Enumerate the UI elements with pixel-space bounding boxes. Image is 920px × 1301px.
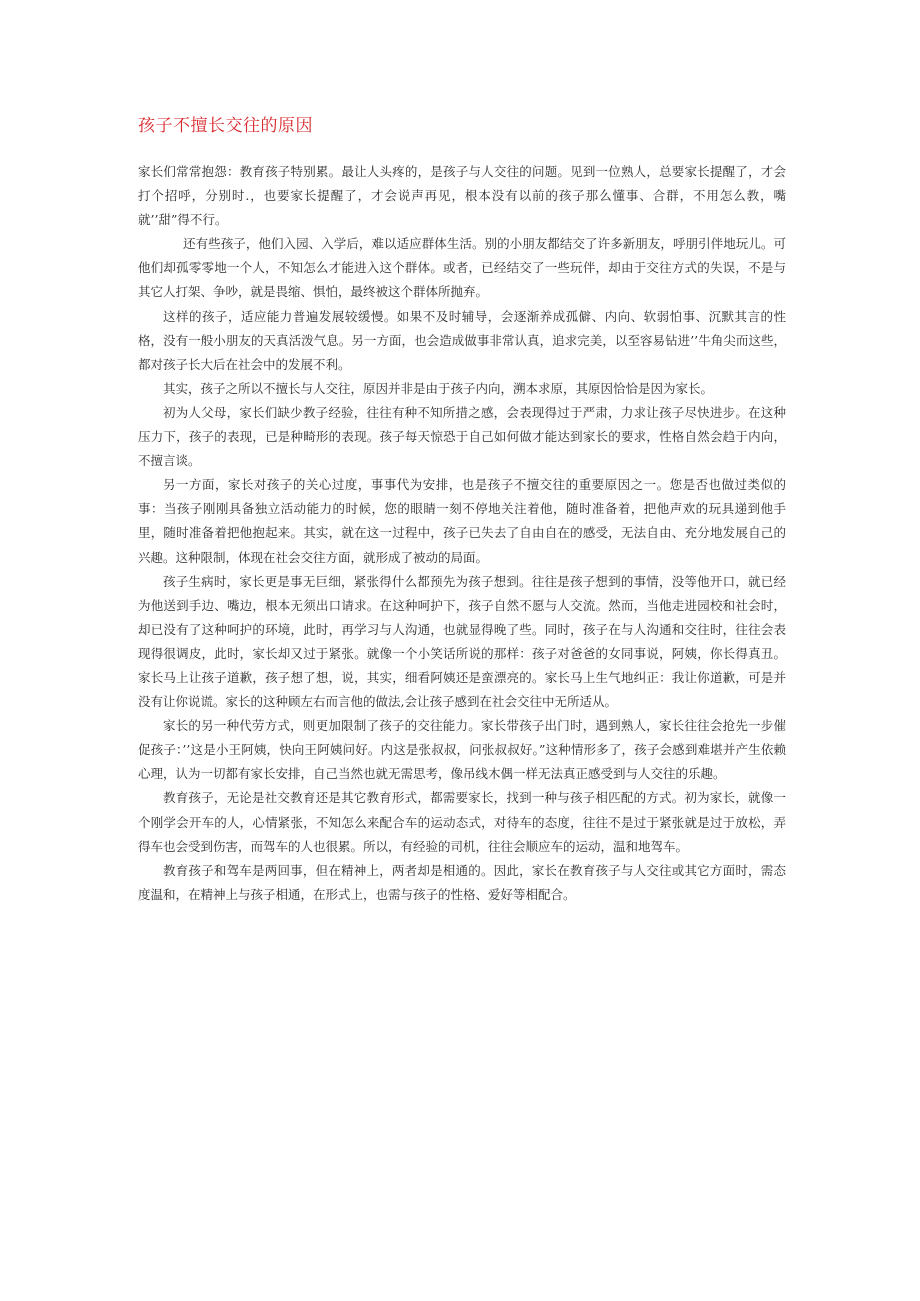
document-body xyxy=(138,160,786,907)
paragraph-4: 其实，孩子之所以不擅长与人交往，原因并非是由于孩子内向，溯本求原，其原因恰恰是因为家长。 xyxy=(163,380,714,396)
paragraph-5: 初为人父母，家长们缺少教子经验，往往有种不知所措之感，会表现得过于严肃，力求让孩子尽快进步。在这种压力下，孩子的表现，已是种畸形的表现。孩子每天惊恐于自己如何做才能达到家长的要求，性格自然会趋于内向，不擅言谈。 xyxy=(138,404,786,469)
paragraph-2: 还有些孩子，他们入园、入学后，难以适应群体生活。别的小朋友都结交了许多新朋友，呼朋引伴地玩儿。可他们却孤零零地一个人，不知怎么才能进入这个群体。或者，已经结交了一些玩伴，却由于交往方式的失误，不是与其它人打架、争吵，就是畏缩、惧怕，最终被这个群体所抛弃。 xyxy=(138,236,786,300)
paragraph-7: 孩子生病时，家长更是事无巨细，紧张得什么都预先为孩子想到。往往是孩子想到的事情，没等他开口，就已经为他送到手边、嘴边，根本无须出口请求。在这种呵护下，孩子自然不愿与人交流。然而，当他走进园校和社会时，却已没有了这种呵护的环境，此时，再学习与人沟通，也就显得晚了些。同时，孩子在与人沟通和交往时，往往会表现得很调皮，此时，家长却又过于紧张。就像一个小笑话所说的那样：孩子对爸爸的女同事说，阿姨，你长得真丑。家长马上让孩子道歉，孩子想了想，说，其实，细看阿姨还是蛮漂亮的。家长马上生气地纠正：我让你道歉，可是并没有让你说谎。家长的这种顾左右而言他的做法,会让孩子感到在社会交往中无所适从。 xyxy=(138,573,786,710)
paragraph-9: 教育孩子，无论是社交教育还是其它教育形式，都需要家长，找到一种与孩子相匹配的方式。初为家长，就像一个刚学会开车的人，心情紧张，不知怎么来配合车的运动态式，对待车的态度，往往不是过于紧张就是过于放松，弄得车也会受到伤害，而驾车的人也很累。所以，有经验的司机，往往会顺应车的运动，温和地驾车。 xyxy=(138,790,786,854)
paragraph-10: 教育孩子和驾车是两回事，但在精神上，两者却是相通的。因此，家长在教育孩子与人交往或其它方面时，需态度温和，在精神上与孩子相通，在形式上，也需与孩子的性格、爱好等相配合。 xyxy=(138,862,786,902)
document-title: 孩子不擅长交往的原因 xyxy=(138,116,313,136)
paragraph-3: 这样的孩子，适应能力普遍发展较缓慢。如果不及时辅导，会逐渐养成孤僻、内向、软弱怕事、沉默其言的性格，没有一般小朋友的天真活泼气息。另一方面，也会造成做事非常认真，追求完美，以至容易钻进’’牛角尖而这些，都对孩子长大后在社会中的发展不利。 xyxy=(138,308,786,372)
paragraph-8: 家长的另一种代劳方式，则更加限制了孩子的交往能力。家长带孩子出门时，遇到熟人，家长往往会抢先一步催促孩子：’’这是小王阿姨，快向王阿姨问好。内这是张叔叔，问张叔叔好。”这种情形多了，孩子会感到难堪并产生依赖心理，认为一切都有家长安排，自己当然也就无需思考，像吊线木偶一样无法真正感受到与人交往的乐趣。 xyxy=(138,718,786,782)
paragraph-6: 另一方面，家长对孩子的关心过度，事事代为安排，也是孩子不擅交往的重要原因之一。您是否也做过类似的事：当孩子刚刚具备独立活动能力的时候，您的眼睛一刻不停地关注着他，随时准备着，把他声欢的玩具递到他手里，随时准备着把他抱起来。其实，就在这一过程中，孩子已失去了自由自在的感受，无法自由、充分地发展自己的兴趣。这种限制，体现在社会交往方面，就形成了被动的局面。 xyxy=(138,477,786,565)
paragraph-1: 家长们常常抱怨：教育孩子特别累。最让人头疼的，是孩子与人交往的问题。见到一位熟人，总要家长提醒了，才会打个招呼，分别时.，也要家长提醒了，才会说声再见，根本没有以前的孩子那么懂事、合群，不用怎么教，嘴就’’甜”得不行。 xyxy=(138,164,786,228)
